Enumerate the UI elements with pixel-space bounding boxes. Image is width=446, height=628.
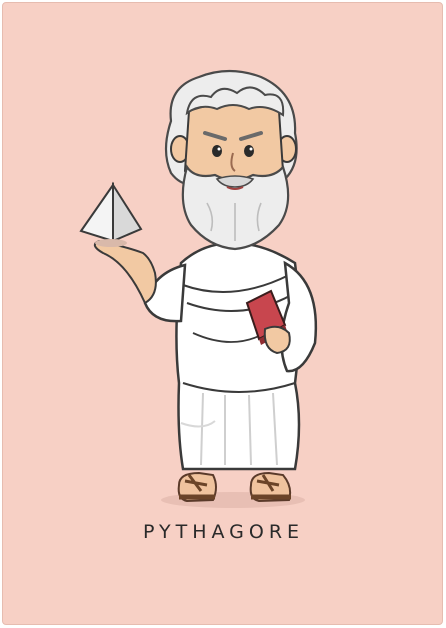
robe xyxy=(176,243,299,469)
pyramid xyxy=(81,185,141,247)
poster-card xyxy=(2,2,443,625)
caption-title: PYTHAGORE xyxy=(142,521,305,543)
raised-arm xyxy=(95,241,185,321)
head xyxy=(166,71,297,249)
